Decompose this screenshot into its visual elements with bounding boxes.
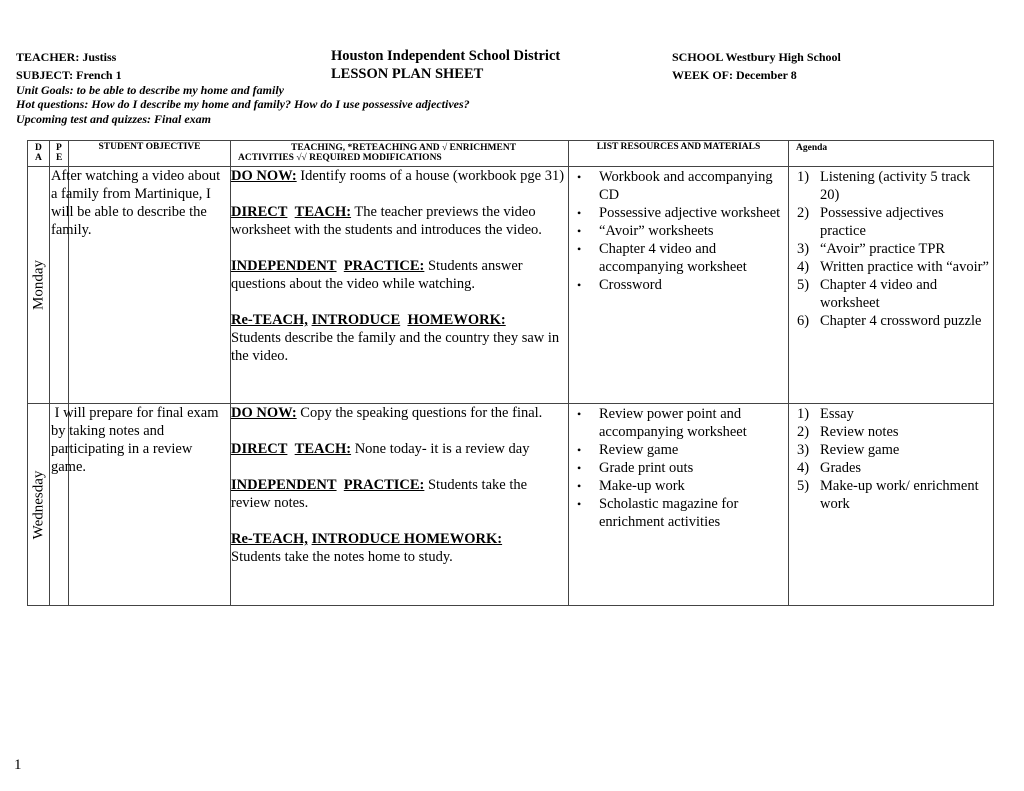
list-item: 5) Chapter 4 video and worksheet [797, 277, 938, 311]
page-number: 1 [14, 757, 22, 773]
list-item: 4) Grades [797, 460, 862, 476]
teacher-label: TEACHER: Justiss [16, 50, 117, 64]
list-item: • Chapter 4 video and accompanying worksheet [599, 240, 788, 276]
list-item: • Grade print outs [599, 459, 788, 477]
teaching-cell: DO NOW: Identify rooms of a house (workbook pge 31) DIRECT TEACH: The teacher previews the video worksheet with the students and introduces the video. INDEPENDENT PRACTICE: Students answer questions about the video while watching. Re-TEACH, INTRODUCE HOMEWORK: Students describe the family and the country they saw in the video. [231, 167, 569, 404]
day-cell [28, 404, 50, 606]
header-teaching: TEACHING, *RETEACHING AND √ ENRICHMENT ACTIVITIES √√ REQUIRED MODIFICATIONS [231, 141, 569, 167]
teaching-cell: DO NOW: Copy the speaking questions for the final. DIRECT TEACH: None today- it is a review day INDEPENDENT PRACTICE: Students take the review notes. Re-TEACH, INTRODUCE HOMEWORK: Students take the notes home to study. [231, 404, 569, 606]
district-title: Houston Independent School District [331, 48, 561, 64]
list-item: 3) Review game [797, 442, 900, 458]
do-now-label: DO NOW: [231, 168, 297, 184]
list-item: • Scholastic magazine for enrichment activities [599, 495, 788, 531]
upcoming-tests: Upcoming test and quizzes: Final exam [16, 112, 212, 126]
reteach-label: Re-TEACH, [231, 531, 308, 547]
day-label: Wednesday [30, 470, 46, 539]
agenda-cell [789, 167, 994, 404]
table-row-wednesday [28, 404, 994, 606]
list-item: 1) Listening (activity 5 track 20) [797, 169, 971, 203]
do-now-label: DO NOW: [231, 405, 297, 421]
header-resources: LIST RESOURCES AND MATERIALS [569, 141, 789, 167]
header-agenda: Agenda [789, 141, 994, 167]
independent-practice-label: INDEPENDENT [231, 477, 337, 493]
objective-cell: I will prepare for final exam by taking notes and participating in a review game. [69, 404, 231, 606]
table-header-row [28, 141, 994, 167]
subject-label: SUBJECT: French 1 [16, 68, 122, 82]
resources-cell [569, 167, 789, 404]
table-row-monday [28, 167, 994, 404]
header-objective: STUDENT OBJECTIVE [69, 141, 231, 167]
objective-cell: After watching a video about a family from Martinique, I will be able to describe the family. [69, 167, 231, 404]
direct-teach-label: DIRECT [231, 441, 288, 457]
lesson-plan-table [27, 140, 994, 606]
agenda-cell [789, 404, 994, 606]
list-item: 1) Essay [797, 406, 854, 422]
hot-questions: Hot questions: How do I describe my home and family? How do I use possessive adjectives? [16, 97, 470, 111]
list-item: 2) Possessive adjectives practice [797, 205, 944, 239]
direct-teach-label: DIRECT [231, 204, 288, 220]
unit-goals: Unit Goals: to be able to describe my home and family [16, 83, 284, 97]
list-item: • Workbook and accompanying CD [599, 168, 788, 204]
list-item: • Review power point and accompanying worksheet [599, 405, 788, 441]
list-item: 5) Make-up work/ enrichment work [797, 478, 979, 512]
list-item: 6) Chapter 4 crossword puzzle [797, 313, 982, 329]
list-item: • Make-up work [599, 477, 788, 495]
header-day: D A [28, 141, 50, 167]
list-item: 2) Review notes [797, 424, 899, 440]
day-label: Monday [30, 260, 46, 310]
list-item: • “Avoir” worksheets [599, 222, 788, 240]
reteach-label: Re-TEACH, [231, 312, 308, 328]
list-item: 4) Written practice with “avoir” [797, 259, 989, 275]
school-label: SCHOOL Westbury High School [672, 50, 841, 64]
list-item: • Crossword [599, 276, 788, 294]
independent-practice-label: INDEPENDENT [231, 258, 337, 274]
resources-cell [569, 404, 789, 606]
list-item: • Possessive adjective worksheet [599, 204, 788, 222]
list-item: • Review game [599, 441, 788, 459]
header-pe: P E [50, 141, 69, 167]
week-label: WEEK OF: December 8 [672, 68, 797, 82]
list-item: 3) “Avoir” practice TPR [797, 241, 946, 257]
sheet-title: LESSON PLAN SHEET [331, 66, 484, 82]
day-cell [28, 167, 50, 404]
